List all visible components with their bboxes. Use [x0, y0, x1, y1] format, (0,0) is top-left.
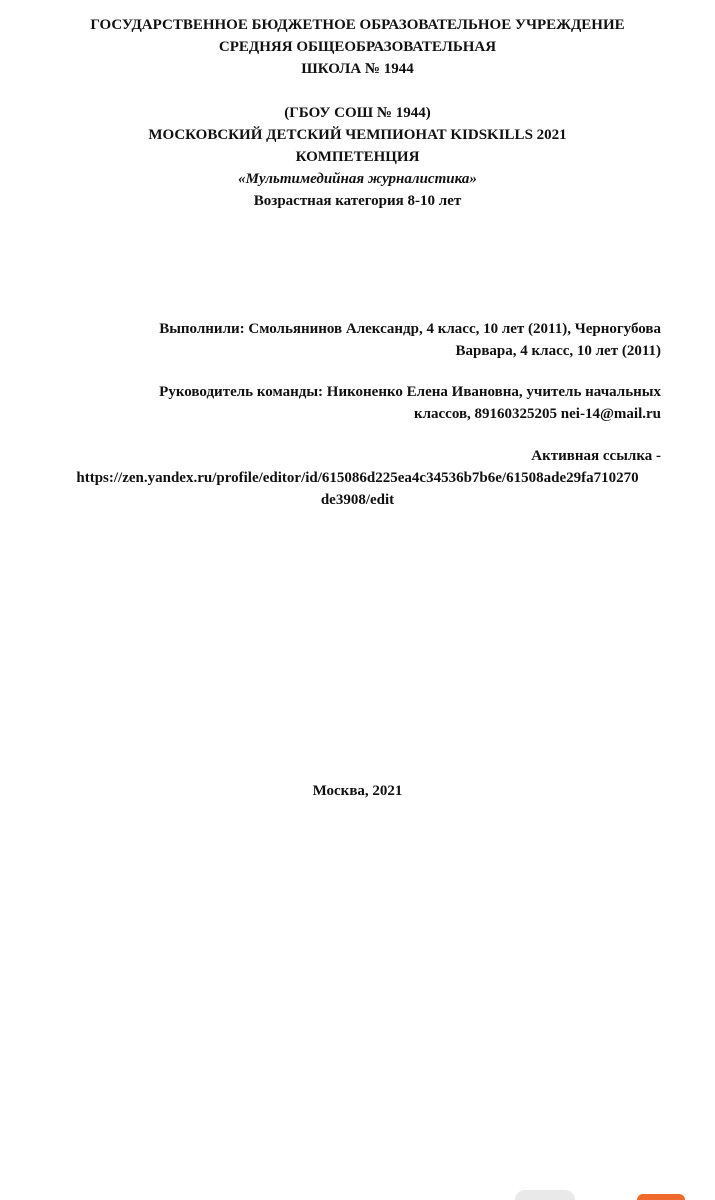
team-leader-line: классов, 89160325205 nei-14@mail.ru: [413, 406, 661, 422]
competence-label: КОМПЕТЕНЦИЯ: [295, 149, 420, 165]
championship-title: МОСКОВСКИЙ ДЕТСКИЙ ЧЕМПИОНАТ KIDSKILLS 2021: [148, 127, 567, 143]
active-link-url[interactable]: [54, 467, 661, 511]
team-leader-line: Руководитель команды: Никоненко Елена Ивановна, учитель начальных: [159, 384, 661, 400]
institution-header: [0, 14, 715, 80]
active-link-label-text: Активная ссылка -: [531, 448, 661, 464]
institution-name-line: ГОСУДАРСТВЕННОЕ БЮДЖЕТНОЕ ОБРАЗОВАТЕЛЬНОЕ УЧРЕЖДЕНИЕ: [90, 17, 625, 33]
competence-name: «Мультимедийная журналистика»: [238, 171, 477, 187]
institution-abbr: (ГБОУ СОШ № 1944): [284, 105, 431, 121]
scroll-indicator: [515, 1190, 575, 1200]
active-link-url-line[interactable]: de3908/edit: [320, 492, 395, 508]
age-category: Возрастная категория 8-10 лет: [253, 193, 462, 209]
authors-line: Варвара, 4 класс, 10 лет (2011): [455, 343, 661, 359]
authors-line: Выполнили: Смольянинов Александр, 4 класс, 10 лет (2011), Черногубова: [159, 321, 661, 337]
institution-name-line: СРЕДНЯЯ ОБЩЕОБРАЗОВАТЕЛЬНАЯ: [218, 39, 497, 55]
accent-indicator: [637, 1194, 685, 1200]
active-link-label: [531, 445, 661, 467]
team-leader-block: [159, 381, 661, 425]
active-link-url-line[interactable]: https://zen.yandex.ru/profile/editor/id/615086d225ea4c34536b7b6e/61508ade29fa710270: [76, 470, 639, 486]
place-year-footer: Москва, 2021: [312, 783, 403, 799]
institution-name-line: ШКОЛА № 1944: [301, 61, 414, 77]
event-block: [0, 102, 715, 212]
authors-block: [159, 318, 661, 362]
